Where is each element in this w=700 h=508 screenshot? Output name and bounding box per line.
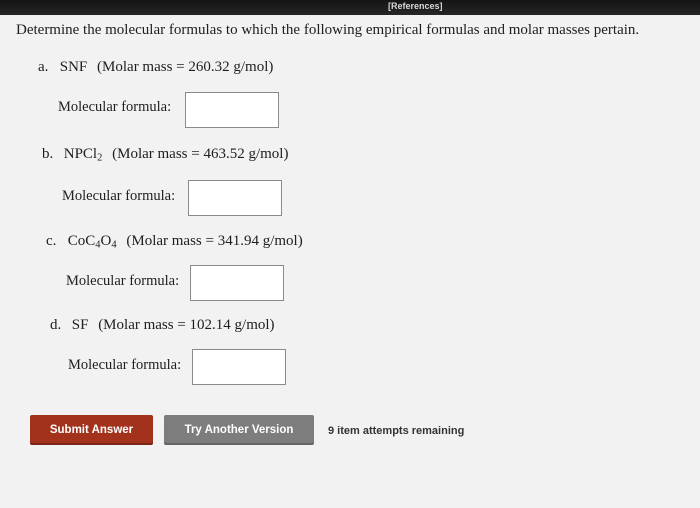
molecular-formula-input-b[interactable]: [188, 180, 282, 216]
molecular-formula-input-c[interactable]: [190, 265, 284, 301]
empirical-formula: NPCl$_2$: [63, 146, 103, 164]
molecular-formula-label: Molecular formula:: [68, 357, 182, 373]
molar-mass: (Molar mass = 102.14 g/mol): [98, 317, 275, 333]
item-letter: d.: [50, 317, 62, 333]
try-another-version-button[interactable]: Try Another Version: [164, 415, 314, 445]
top-bar: [0, 0, 700, 15]
molar-mass: (Molar mass = 260.32 g/mol): [97, 59, 274, 75]
molecular-formula-label: Molecular formula:: [58, 99, 172, 115]
item-letter: b.: [42, 146, 54, 162]
empirical-formula: $CoC_4O_4$: [67, 233, 117, 251]
molecular-formula-label: Molecular formula:: [66, 273, 180, 289]
molar-mass: (Molar mass = 341.94 g/mol): [126, 233, 303, 249]
item-c: [46, 233, 303, 251]
item-b: [42, 146, 288, 164]
item-a: [38, 59, 273, 76]
empirical-formula: SNF: [59, 59, 88, 75]
molecular-formula-label: Molecular formula:: [62, 188, 176, 204]
references-link[interactable]: [References]: [388, 1, 443, 11]
empirical-formula: SF: [71, 317, 89, 333]
submit-answer-button[interactable]: Submit Answer: [30, 415, 153, 445]
question-prompt: Determine the molecular formulas to which the following empirical formulas and molar masses pertain.: [16, 22, 640, 38]
molecular-formula-input-a[interactable]: [185, 92, 279, 128]
attempts-remaining: 9 item attempts remaining: [328, 425, 465, 437]
molecular-formula-input-d[interactable]: [192, 349, 286, 385]
item-letter: c.: [46, 233, 57, 249]
item-letter: a.: [38, 59, 49, 75]
molar-mass: (Molar mass = 463.52 g/mol): [112, 146, 289, 162]
item-d: [50, 317, 275, 334]
